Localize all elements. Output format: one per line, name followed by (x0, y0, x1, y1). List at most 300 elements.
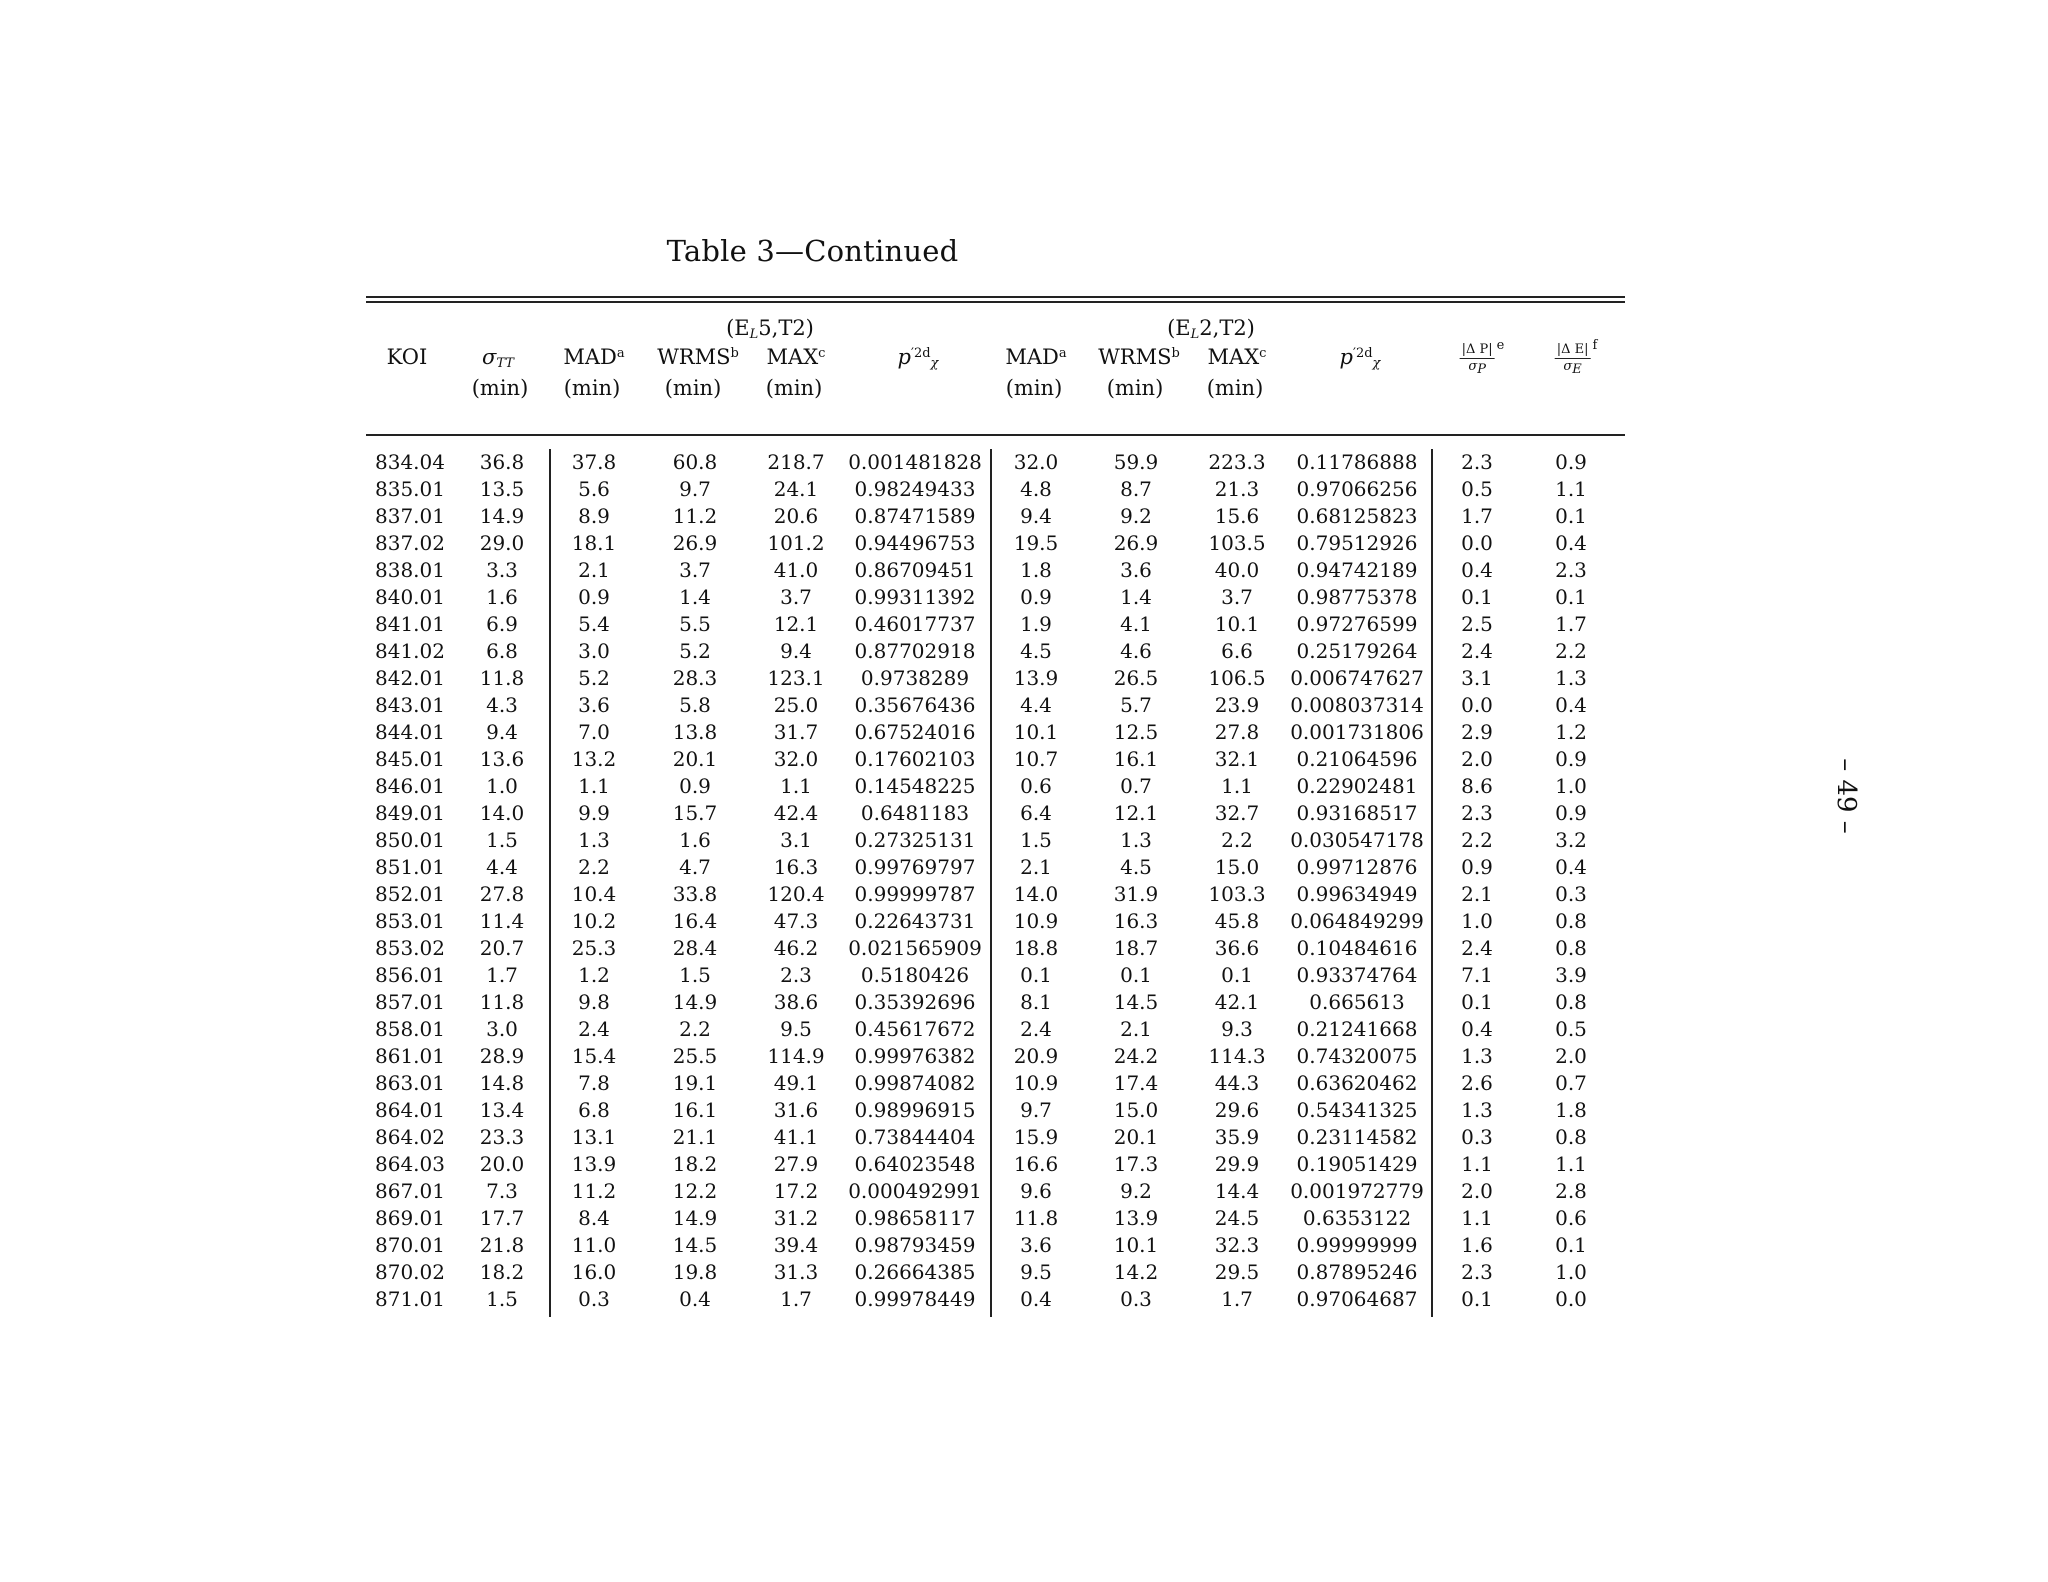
cell-pchi-el5: 0.6481183 (860, 801, 970, 825)
cell-wrms-el5: 19.8 (672, 1260, 718, 1284)
cell-max-el5: 31.7 (773, 720, 819, 744)
cell-sigma-tt: 1.5 (486, 828, 518, 852)
cell-pchi-el2: 0.001731806 (1290, 720, 1424, 744)
cell-wrms-el5: 28.3 (672, 666, 718, 690)
cell-max-el5: 3.1 (780, 828, 812, 852)
cell-koi: 846.01 (375, 774, 445, 798)
cell-wrms-el2: 1.3 (1120, 828, 1152, 852)
cell-sigma-tt: 1.0 (486, 774, 518, 798)
cell-wrms-el2: 26.9 (1113, 531, 1159, 555)
cell-max-el5: 120.4 (767, 882, 825, 906)
cell-mad-el2: 11.8 (1013, 1206, 1059, 1230)
cell-delta-period: 0.1 (1461, 990, 1493, 1014)
cell-pchi-el5: 0.98249433 (854, 477, 976, 501)
cell-mad-el5: 3.0 (578, 639, 610, 663)
cell-sigma-tt: 1.5 (486, 1287, 518, 1311)
cell-mad-el2: 14.0 (1013, 882, 1059, 906)
cell-mad-el5: 10.2 (571, 909, 617, 933)
cell-mad-el2: 13.9 (1013, 666, 1059, 690)
cell-pchi-el5: 0.98996915 (854, 1098, 976, 1122)
cell-pchi-el2: 0.030547178 (1290, 828, 1424, 852)
cell-pchi-el2: 0.99634949 (1296, 882, 1418, 906)
cell-max-el2: 223.3 (1208, 450, 1266, 474)
cell-pchi-el5: 0.45617672 (854, 1017, 976, 1041)
cell-koi: 841.02 (375, 639, 445, 663)
cell-max-el5: 20.6 (773, 504, 819, 528)
cell-delta-period: 1.3 (1461, 1098, 1493, 1122)
cell-delta-period: 2.4 (1461, 639, 1493, 663)
cell-pchi-el5: 0.9738289 (860, 666, 970, 690)
cell-koi: 869.01 (375, 1206, 445, 1230)
cell-koi: 857.01 (375, 990, 445, 1014)
cell-delta-period: 8.6 (1461, 774, 1493, 798)
cell-max-el5: 1.1 (780, 774, 812, 798)
cell-max-el2: 3.7 (1221, 585, 1253, 609)
cell-pchi-el5: 0.86709451 (854, 558, 976, 582)
cell-max-el2: 1.7 (1221, 1287, 1253, 1311)
cell-delta-epoch: 0.6 (1555, 1206, 1587, 1230)
cell-wrms-el2: 16.3 (1113, 909, 1159, 933)
cell-koi: 834.04 (375, 450, 445, 474)
cell-delta-period: 2.4 (1461, 936, 1493, 960)
cell-pchi-el5: 0.99999787 (854, 882, 976, 906)
header-delta-period: $\frac{\text{|Δ P|}}{\sigma_P}$ $^e$ (1461, 338, 1505, 377)
cell-delta-period: 0.5 (1461, 477, 1493, 501)
cell-pchi-el2: 0.97276599 (1296, 612, 1418, 636)
cell-koi: 850.01 (375, 828, 445, 852)
cell-max-el5: 27.9 (773, 1152, 819, 1176)
cell-koi: 837.02 (375, 531, 445, 555)
cell-mad-el5: 10.4 (571, 882, 617, 906)
cell-wrms-el5: 0.9 (679, 774, 711, 798)
cell-pchi-el2: 0.006747627 (1290, 666, 1424, 690)
cell-max-el5: 41.1 (773, 1125, 819, 1149)
cell-wrms-el5: 18.2 (672, 1152, 718, 1176)
cell-delta-period: 0.4 (1461, 558, 1493, 582)
cell-pchi-el2: 0.98775378 (1296, 585, 1418, 609)
cell-sigma-tt: 4.3 (486, 693, 518, 717)
cell-delta-period: 2.6 (1461, 1071, 1493, 1095)
cell-wrms-el5: 16.1 (672, 1098, 718, 1122)
cell-delta-epoch: 0.8 (1555, 1125, 1587, 1149)
cell-pchi-el2: 0.87895246 (1296, 1260, 1418, 1284)
cell-delta-epoch: 0.1 (1555, 504, 1587, 528)
cell-delta-epoch: 0.1 (1555, 585, 1587, 609)
cell-wrms-el2: 0.3 (1120, 1287, 1152, 1311)
cell-max-el2: 0.1 (1221, 963, 1253, 987)
cell-max-el2: 103.5 (1208, 531, 1266, 555)
cell-pchi-el2: 0.21064596 (1296, 747, 1418, 771)
cell-max-el5: 31.2 (773, 1206, 819, 1230)
cell-delta-epoch: 1.0 (1555, 774, 1587, 798)
cell-mad-el5: 11.0 (571, 1233, 617, 1257)
cell-mad-el5: 6.8 (578, 1098, 610, 1122)
cell-sigma-tt: 17.7 (479, 1206, 525, 1230)
cell-koi: 842.01 (375, 666, 445, 690)
header-koi: KOI (386, 345, 428, 369)
cell-wrms-el5: 1.4 (679, 585, 711, 609)
cell-pchi-el2: 0.665613 (1309, 990, 1405, 1014)
cell-wrms-el2: 16.1 (1113, 747, 1159, 771)
cell-max-el5: 46.2 (773, 936, 819, 960)
cell-max-el2: 2.2 (1221, 828, 1253, 852)
cell-koi: 844.01 (375, 720, 445, 744)
cell-delta-period: 1.0 (1461, 909, 1493, 933)
cell-delta-epoch: 2.2 (1555, 639, 1587, 663)
cell-delta-epoch: 1.0 (1555, 1260, 1587, 1284)
cell-wrms-el2: 4.1 (1120, 612, 1152, 636)
cell-wrms-el2: 5.7 (1120, 693, 1152, 717)
cell-mad-el2: 18.8 (1013, 936, 1059, 960)
cell-mad-el5: 5.6 (578, 477, 610, 501)
cell-mad-el5: 0.9 (578, 585, 610, 609)
cell-mad-el5: 1.2 (578, 963, 610, 987)
cell-wrms-el5: 4.7 (679, 855, 711, 879)
cell-delta-period: 1.3 (1461, 1044, 1493, 1068)
cell-max-el2: 36.6 (1214, 936, 1260, 960)
cell-wrms-el2: 10.1 (1113, 1233, 1159, 1257)
cell-pchi-el5: 0.73844404 (854, 1125, 976, 1149)
cell-delta-epoch: 2.3 (1555, 558, 1587, 582)
cell-mad-el5: 13.1 (571, 1125, 617, 1149)
cell-max-el5: 3.7 (780, 585, 812, 609)
cell-max-el2: 40.0 (1214, 558, 1260, 582)
cell-mad-el2: 4.5 (1020, 639, 1052, 663)
cell-max-el5: 38.6 (773, 990, 819, 1014)
cell-pchi-el2: 0.22902481 (1296, 774, 1418, 798)
cell-delta-epoch: 0.3 (1555, 882, 1587, 906)
cell-max-el2: 29.6 (1214, 1098, 1260, 1122)
header-sigma-tt-unit: (min) (471, 376, 529, 400)
cell-pchi-el5: 0.67524016 (854, 720, 976, 744)
cell-koi: 853.01 (375, 909, 445, 933)
cell-pchi-el2: 0.93374764 (1296, 963, 1418, 987)
cell-mad-el5: 25.3 (571, 936, 617, 960)
cell-pchi-el2: 0.10484616 (1296, 936, 1418, 960)
cell-mad-el2: 20.9 (1013, 1044, 1059, 1068)
cell-sigma-tt: 27.8 (479, 882, 525, 906)
cell-wrms-el5: 26.9 (672, 531, 718, 555)
cell-mad-el5: 8.9 (578, 504, 610, 528)
cell-mad-el2: 1.9 (1020, 612, 1052, 636)
cell-wrms-el5: 25.5 (672, 1044, 718, 1068)
cell-sigma-tt: 13.4 (479, 1098, 525, 1122)
cell-max-el5: 101.2 (767, 531, 825, 555)
cell-koi: 870.02 (375, 1260, 445, 1284)
cell-koi: 841.01 (375, 612, 445, 636)
cell-wrms-el2: 4.6 (1120, 639, 1152, 663)
cell-sigma-tt: 1.7 (486, 963, 518, 987)
cell-pchi-el5: 0.22643731 (854, 909, 976, 933)
cell-delta-epoch: 0.1 (1555, 1233, 1587, 1257)
cell-wrms-el2: 20.1 (1113, 1125, 1159, 1149)
cell-sigma-tt: 14.0 (479, 801, 525, 825)
cell-wrms-el2: 0.1 (1120, 963, 1152, 987)
header-max-1: MAX$^c$ (766, 345, 826, 369)
cell-delta-period: 0.0 (1461, 693, 1493, 717)
cell-pchi-el5: 0.99978449 (854, 1287, 976, 1311)
cell-max-el2: 14.4 (1214, 1179, 1260, 1203)
cell-sigma-tt: 13.6 (479, 747, 525, 771)
cell-mad-el2: 19.5 (1013, 531, 1059, 555)
cell-koi: 852.01 (375, 882, 445, 906)
cell-wrms-el2: 2.1 (1120, 1017, 1152, 1041)
cell-max-el2: 21.3 (1214, 477, 1260, 501)
cell-mad-el5: 9.9 (578, 801, 610, 825)
cell-mad-el2: 10.9 (1013, 1071, 1059, 1095)
cell-delta-period: 0.1 (1461, 1287, 1493, 1311)
page-number-text: – 49 – (1831, 758, 1861, 834)
cell-max-el2: 29.9 (1214, 1152, 1260, 1176)
cell-pchi-el5: 0.14548225 (854, 774, 976, 798)
cell-delta-epoch: 1.7 (1555, 612, 1587, 636)
cell-mad-el2: 9.4 (1020, 504, 1052, 528)
cell-mad-el2: 8.1 (1020, 990, 1052, 1014)
cell-koi: 867.01 (375, 1179, 445, 1203)
cell-max-el2: 42.1 (1214, 990, 1260, 1014)
cell-wrms-el2: 31.9 (1113, 882, 1159, 906)
cell-delta-period: 2.5 (1461, 612, 1493, 636)
cell-delta-epoch: 0.8 (1555, 909, 1587, 933)
cell-max-el5: 49.1 (773, 1071, 819, 1095)
cell-sigma-tt: 14.8 (479, 1071, 525, 1095)
cell-delta-epoch: 1.8 (1555, 1098, 1587, 1122)
cell-sigma-tt: 1.6 (486, 585, 518, 609)
cell-mad-el2: 9.5 (1020, 1260, 1052, 1284)
cell-pchi-el5: 0.98793459 (854, 1233, 976, 1257)
cell-wrms-el2: 14.5 (1113, 990, 1159, 1014)
cell-sigma-tt: 11.4 (479, 909, 525, 933)
cell-mad-el2: 10.9 (1013, 909, 1059, 933)
cell-wrms-el2: 26.5 (1113, 666, 1159, 690)
cell-mad-el2: 6.4 (1020, 801, 1052, 825)
cell-mad-el2: 9.7 (1020, 1098, 1052, 1122)
cell-mad-el5: 15.4 (571, 1044, 617, 1068)
cell-sigma-tt: 4.4 (486, 855, 518, 879)
cell-wrms-el5: 14.9 (672, 990, 718, 1014)
cell-delta-epoch: 0.5 (1555, 1017, 1587, 1041)
cell-sigma-tt: 6.9 (486, 612, 518, 636)
cell-mad-el5: 5.2 (578, 666, 610, 690)
column-separator-2 (990, 449, 992, 1317)
cell-max-el5: 9.4 (780, 639, 812, 663)
cell-delta-period: 0.3 (1461, 1125, 1493, 1149)
cell-sigma-tt: 11.8 (479, 990, 525, 1014)
top-rule-upper (366, 296, 1625, 298)
cell-delta-period: 0.4 (1461, 1017, 1493, 1041)
cell-mad-el5: 7.0 (578, 720, 610, 744)
cell-delta-period: 0.0 (1461, 531, 1493, 555)
header-wrms-2-unit: (min) (1106, 376, 1164, 400)
cell-pchi-el2: 0.97066256 (1296, 477, 1418, 501)
cell-koi: 856.01 (375, 963, 445, 987)
cell-koi: 853.02 (375, 936, 445, 960)
cell-delta-period: 2.3 (1461, 801, 1493, 825)
cell-max-el2: 45.8 (1214, 909, 1260, 933)
cell-pchi-el2: 0.99999999 (1296, 1233, 1418, 1257)
cell-mad-el5: 37.8 (571, 450, 617, 474)
cell-delta-period: 1.1 (1461, 1206, 1493, 1230)
cell-mad-el2: 9.6 (1020, 1179, 1052, 1203)
cell-wrms-el2: 12.1 (1113, 801, 1159, 825)
cell-wrms-el5: 12.2 (672, 1179, 718, 1203)
cell-pchi-el2: 0.21241668 (1296, 1017, 1418, 1041)
cell-mad-el2: 32.0 (1013, 450, 1059, 474)
cell-koi: 871.01 (375, 1287, 445, 1311)
cell-delta-epoch: 1.1 (1555, 477, 1587, 501)
cell-sigma-tt: 13.5 (479, 477, 525, 501)
cell-max-el5: 9.5 (780, 1017, 812, 1041)
top-rule-lower (366, 301, 1625, 303)
cell-wrms-el5: 33.8 (672, 882, 718, 906)
cell-pchi-el5: 0.94496753 (854, 531, 976, 555)
cell-pchi-el5: 0.99769797 (854, 855, 976, 879)
column-separator-1 (549, 449, 551, 1317)
cell-mad-el2: 1.5 (1020, 828, 1052, 852)
cell-max-el5: 17.2 (773, 1179, 819, 1203)
cell-delta-epoch: 0.9 (1555, 801, 1587, 825)
cell-koi: 870.01 (375, 1233, 445, 1257)
cell-wrms-el2: 13.9 (1113, 1206, 1159, 1230)
cell-koi: 864.01 (375, 1098, 445, 1122)
cell-mad-el5: 3.6 (578, 693, 610, 717)
cell-wrms-el5: 21.1 (672, 1125, 718, 1149)
cell-max-el5: 123.1 (767, 666, 825, 690)
cell-wrms-el5: 14.9 (672, 1206, 718, 1230)
cell-max-el5: 2.3 (780, 963, 812, 987)
cell-delta-period: 7.1 (1461, 963, 1493, 987)
cell-max-el2: 9.3 (1221, 1017, 1253, 1041)
cell-mad-el2: 1.8 (1020, 558, 1052, 582)
cell-wrms-el5: 13.8 (672, 720, 718, 744)
cell-pchi-el5: 0.99311392 (854, 585, 976, 609)
cell-mad-el2: 4.4 (1020, 693, 1052, 717)
cell-pchi-el5: 0.87702918 (854, 639, 976, 663)
cell-sigma-tt: 21.8 (479, 1233, 525, 1257)
cell-wrms-el2: 59.9 (1113, 450, 1159, 474)
cell-sigma-tt: 20.7 (479, 936, 525, 960)
cell-max-el5: 32.0 (773, 747, 819, 771)
cell-max-el5: 114.9 (767, 1044, 825, 1068)
cell-wrms-el5: 28.4 (672, 936, 718, 960)
cell-pchi-el5: 0.5180426 (860, 963, 970, 987)
column-separator-3 (1431, 449, 1433, 1317)
cell-delta-period: 3.1 (1461, 666, 1493, 690)
cell-wrms-el5: 1.5 (679, 963, 711, 987)
cell-pchi-el2: 0.93168517 (1296, 801, 1418, 825)
cell-pchi-el5: 0.64023548 (854, 1152, 976, 1176)
cell-mad-el2: 2.1 (1020, 855, 1052, 879)
cell-pchi-el5: 0.46017737 (854, 612, 976, 636)
cell-pchi-el5: 0.99976382 (854, 1044, 976, 1068)
header-delta-epoch: $\frac{\text{|Δ E|}}{\sigma_E}$ $^f$ (1556, 338, 1598, 377)
cell-pchi-el2: 0.74320075 (1296, 1044, 1418, 1068)
cell-delta-epoch: 1.3 (1555, 666, 1587, 690)
cell-delta-epoch: 1.2 (1555, 720, 1587, 744)
cell-koi: 863.01 (375, 1071, 445, 1095)
cell-sigma-tt: 6.8 (486, 639, 518, 663)
cell-delta-period: 2.0 (1461, 1179, 1493, 1203)
cell-mad-el2: 3.6 (1020, 1233, 1052, 1257)
cell-pchi-el5: 0.000492991 (848, 1179, 982, 1203)
cell-pchi-el2: 0.008037314 (1290, 693, 1424, 717)
cell-max-el5: 31.6 (773, 1098, 819, 1122)
cell-wrms-el2: 17.3 (1113, 1152, 1159, 1176)
cell-sigma-tt: 9.4 (486, 720, 518, 744)
cell-max-el2: 114.3 (1208, 1044, 1266, 1068)
cell-sigma-tt: 11.8 (479, 666, 525, 690)
cell-max-el5: 1.7 (780, 1287, 812, 1311)
cell-pchi-el5: 0.35676436 (854, 693, 976, 717)
cell-pchi-el2: 0.001972779 (1290, 1179, 1424, 1203)
cell-wrms-el5: 11.2 (672, 504, 718, 528)
cell-max-el5: 24.1 (773, 477, 819, 501)
cell-max-el5: 42.4 (773, 801, 819, 825)
cell-wrms-el5: 9.7 (679, 477, 711, 501)
cell-sigma-tt: 3.0 (486, 1017, 518, 1041)
page-title: Table 3—Continued (666, 234, 959, 268)
cell-sigma-tt: 23.3 (479, 1125, 525, 1149)
cell-max-el2: 15.0 (1214, 855, 1260, 879)
cell-sigma-tt: 28.9 (479, 1044, 525, 1068)
cell-pchi-el2: 0.064849299 (1290, 909, 1424, 933)
header-wrms-1-unit: (min) (664, 376, 722, 400)
cell-wrms-el5: 2.2 (679, 1017, 711, 1041)
cell-max-el2: 6.6 (1221, 639, 1253, 663)
cell-koi: 845.01 (375, 747, 445, 771)
cell-wrms-el5: 5.8 (679, 693, 711, 717)
cell-wrms-el2: 8.7 (1120, 477, 1152, 501)
cell-wrms-el2: 15.0 (1113, 1098, 1159, 1122)
cell-max-el2: 1.1 (1221, 774, 1253, 798)
cell-max-el2: 15.6 (1214, 504, 1260, 528)
cell-wrms-el2: 0.7 (1120, 774, 1152, 798)
cell-wrms-el5: 14.5 (672, 1233, 718, 1257)
cell-pchi-el2: 0.25179264 (1296, 639, 1418, 663)
cell-wrms-el2: 9.2 (1120, 1179, 1152, 1203)
cell-koi: 861.01 (375, 1044, 445, 1068)
cell-pchi-el5: 0.26664385 (854, 1260, 976, 1284)
group-label-el5-t2: $(E_L5,T2)$ (726, 316, 814, 342)
cell-pchi-el5: 0.98658117 (854, 1206, 976, 1230)
cell-delta-epoch: 0.4 (1555, 693, 1587, 717)
cell-mad-el2: 2.4 (1020, 1017, 1052, 1041)
cell-wrms-el2: 9.2 (1120, 504, 1152, 528)
cell-pchi-el2: 0.94742189 (1296, 558, 1418, 582)
cell-max-el2: 24.5 (1214, 1206, 1260, 1230)
cell-mad-el2: 0.6 (1020, 774, 1052, 798)
header-mad-2-unit: (min) (1005, 376, 1063, 400)
cell-delta-period: 2.3 (1461, 450, 1493, 474)
cell-pchi-el5: 0.99874082 (854, 1071, 976, 1095)
cell-wrms-el5: 60.8 (672, 450, 718, 474)
cell-sigma-tt: 29.0 (479, 531, 525, 555)
cell-mad-el2: 0.1 (1020, 963, 1052, 987)
cell-delta-epoch: 0.4 (1555, 531, 1587, 555)
cell-max-el2: 106.5 (1208, 666, 1266, 690)
cell-delta-period: 2.9 (1461, 720, 1493, 744)
cell-max-el2: 32.7 (1214, 801, 1260, 825)
cell-mad-el5: 5.4 (578, 612, 610, 636)
cell-mad-el5: 9.8 (578, 990, 610, 1014)
cell-mad-el5: 18.1 (571, 531, 617, 555)
cell-koi: 864.03 (375, 1152, 445, 1176)
cell-delta-epoch: 3.9 (1555, 963, 1587, 987)
header-mad-1: MAD$^a$ (563, 345, 625, 369)
cell-koi: 849.01 (375, 801, 445, 825)
cell-pchi-el2: 0.19051429 (1296, 1152, 1418, 1176)
cell-pchi-el2: 0.63620462 (1296, 1071, 1418, 1095)
